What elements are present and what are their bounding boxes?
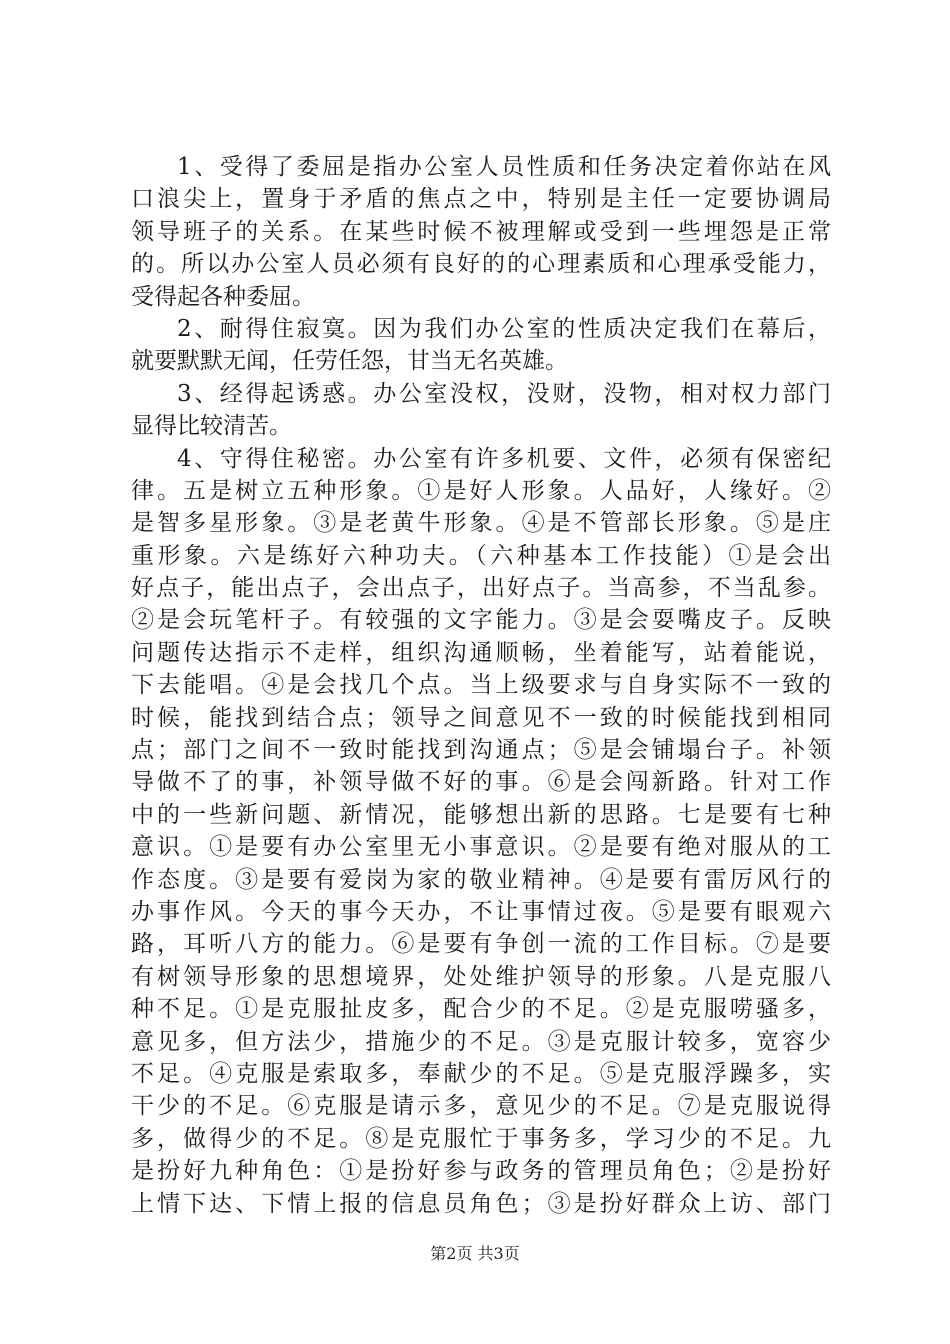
text-line: ②是会玩笔杆子。有较强的文字能力。③是会耍嘴皮子。反映 [131, 607, 831, 634]
text-line: 办事作风。今天的事今天办，不让事情过夜。⑤是要有眼观六 [131, 898, 831, 925]
text-line: 是扮好九种角色：①是扮好参与政务的管理员角色；②是扮好 [131, 1158, 831, 1185]
text-line: 路，耳听八方的能力。⑥是要有争创一流的工作目标。⑦是要 [131, 931, 831, 958]
text-line: 受得起各种委屈。 [131, 283, 315, 310]
text-line: 显得比较清苦。 [131, 413, 292, 440]
text-line: 律。五是树立五种形象。①是好人形象。人品好，人缘好。② [131, 477, 831, 504]
text-line: 导做不了的事，补领导做不好的事。⑥是会闯新路。针对工作 [131, 769, 831, 796]
text-line: 2、耐得住寂寞。因为我们办公室的性质决定我们在幕后， [177, 315, 831, 342]
text-line: 中的一些新问题、新情况，能够想出新的思路。七是要有七种 [131, 801, 831, 828]
text-line: 好点子，能出点子，会出点子，出好点子。当高参，不当乱参。 [131, 575, 831, 602]
text-line: 3、经得起诱惑。办公室没权，没财，没物，相对权力部门 [177, 380, 831, 407]
text-line: 重形象。六是练好六种功夫。（六种基本工作技能）①是会出 [131, 542, 831, 569]
text-line: 就要默默无闻，任劳任怨，甘当无名英雄。 [131, 348, 568, 375]
text-line: 上情下达、下情上报的信息员角色；③是扮好群众上访、部门 [131, 1190, 831, 1217]
text-line: 有树领导形象的思想境界，处处维护领导的形象。八是克服八 [131, 963, 831, 990]
text-line: 1、受得了委屈是指办公室人员性质和任务决定着你站在风 [177, 154, 831, 180]
text-line: 干少的不足。⑥克服是请示多，意见少的不足。⑦是克服说得 [131, 1093, 831, 1120]
text-line: 多，做得少的不足。⑧是克服忙于事务多，学习少的不足。九 [131, 1125, 831, 1152]
text-line: 意见多，但方法少，措施少的不足。③是克服计较多，宽容少 [131, 1028, 831, 1055]
text-line: 时候，能找到结合点；领导之间意见不一致的时候能找到相同 [131, 704, 831, 731]
text-line: 4、守得住秘密。办公室有许多机要、文件，必须有保密纪 [177, 445, 831, 472]
page-number-footer: 第2页 共3页 [430, 1244, 520, 1263]
text-line: 的。所以办公室人员必须有良好的的心理素质和心理承受能力， [131, 251, 831, 278]
text-line: 口浪尖上，置身于矛盾的焦点之中，特别是主任一定要协调局 [131, 186, 831, 213]
text-line: 不足。④克服是索取多，奉献少的不足。⑤是克服浮躁多，实 [131, 1060, 831, 1087]
document-body [131, 151, 831, 1220]
text-line: 点；部门之间不一致时能找到沟通点；⑤是会铺塌台子。补领 [131, 737, 831, 764]
text-line: 问题传达指示不走样，组织沟通顺畅，坐着能写，站着能说， [131, 639, 831, 666]
text-line: 下去能唱。④是会找几个点。当上级要求与自身实际不一致的 [131, 672, 831, 699]
text-line: 作态度。③是要有爱岗为家的敬业精神。④是要有雷厉风行的 [131, 866, 831, 893]
text-line: 种不足。①是克服扯皮多，配合少的不足。②是克服唠骚多， [131, 996, 831, 1023]
text-line: 是智多星形象。③是老黄牛形象。④是不管部长形象。⑤是庄 [131, 510, 831, 537]
text-line: 意识。①是要有办公室里无小事意识。②是要有绝对服从的工 [131, 834, 831, 861]
text-line: 领导班子的关系。在某些时候不被理解或受到一些埋怨是正常 [131, 218, 831, 245]
